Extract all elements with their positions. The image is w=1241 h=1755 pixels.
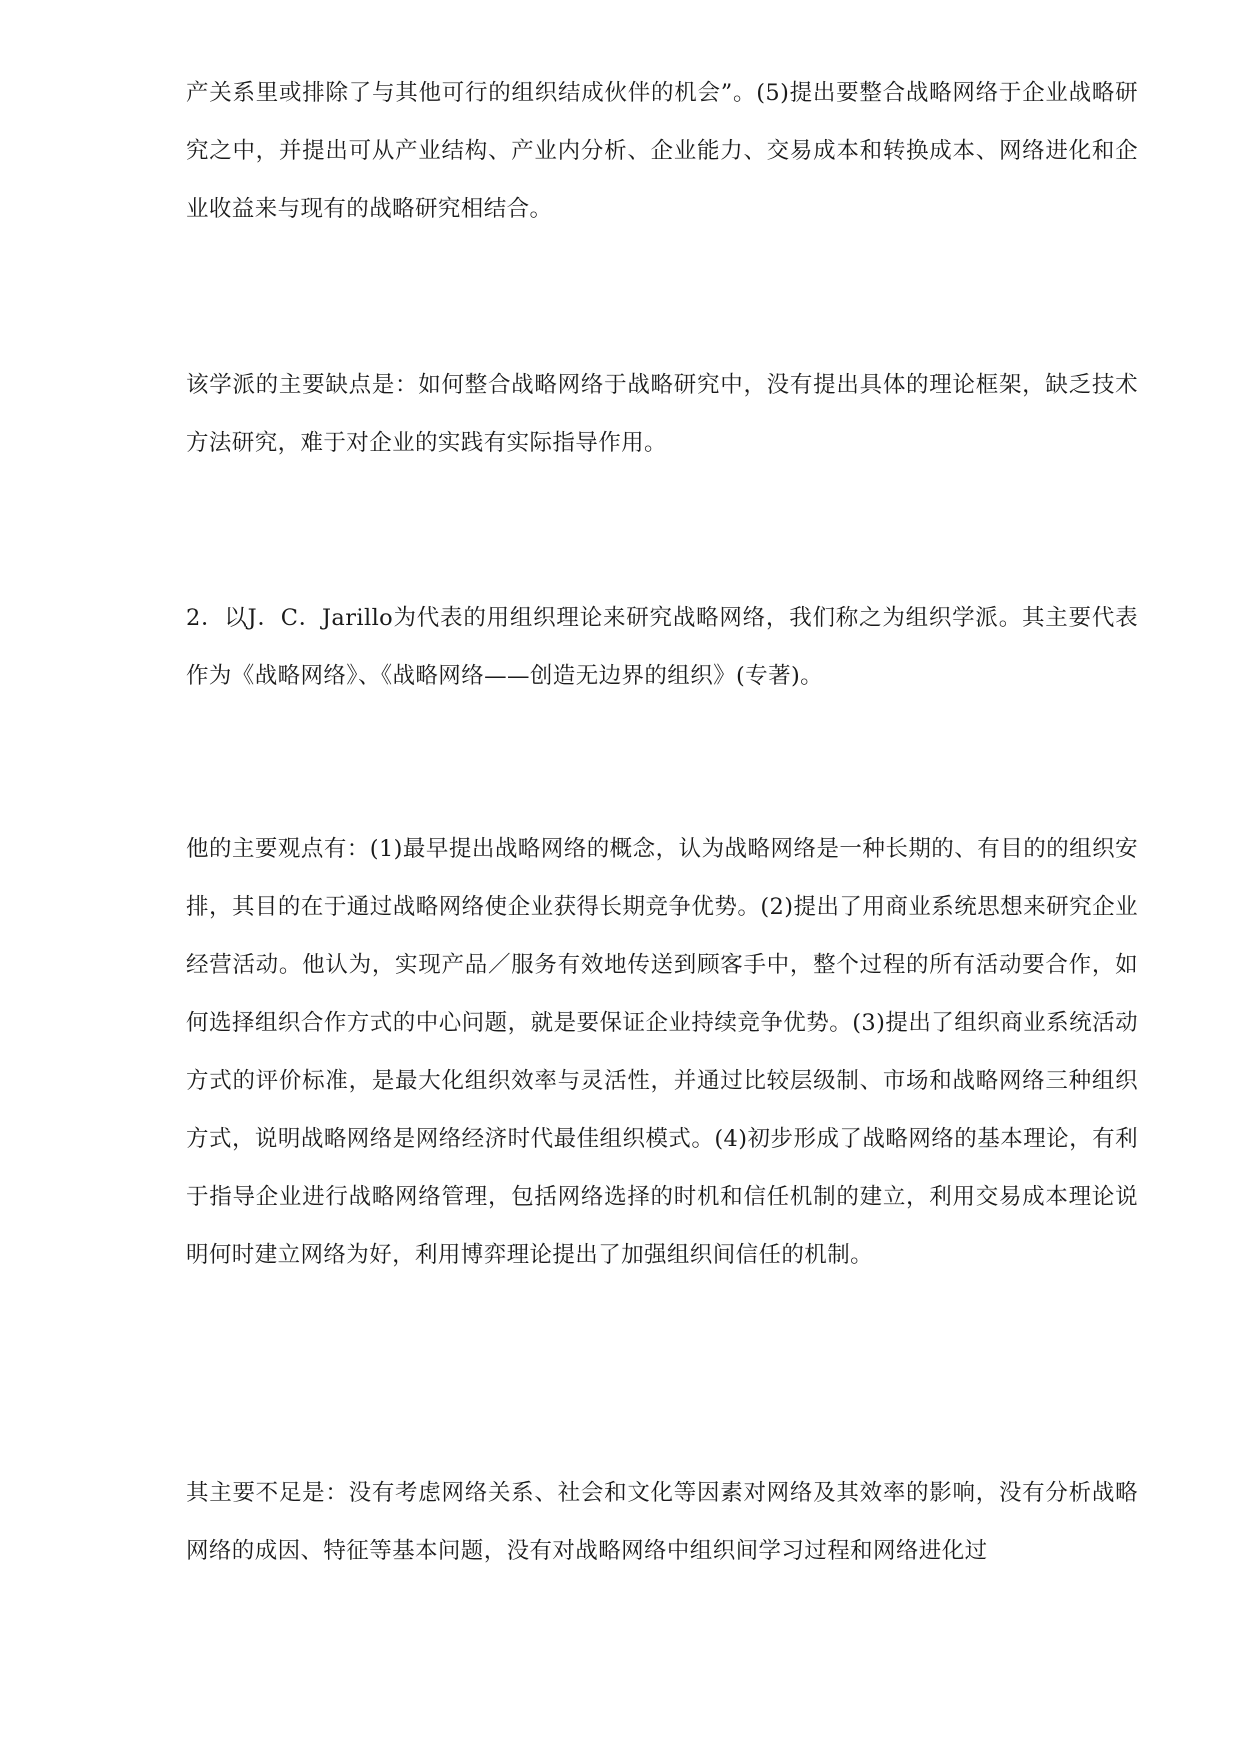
paragraph-main-deficiencies: 其主要不足是：没有考虑网络关系、社会和文化等因素对网络及其效率的影响，没有分析战略网络的成因、特征等基本问题，没有对战略网络中组织间学习过程和网络进化过 xyxy=(186,1480,1138,1564)
paragraph-main-viewpoints: 他的主要观点有：(1)最早提出战略网络的概念，认为战略网络是一种长期的、有目的的组织安排，其目的在于通过战略网络使企业获得长期竞争优势。(2)提出了用商业系统思想来研究企业经营活动。他认为，实现产品／服务有效地传送到顾客手中，整个过程的所有活动要合作，如何选择组织合作方式的中心问题，就是要保证企业持续竞争优势。(3)提出了组织商业系统活动方式的评价标准，是最大化组织效率与灵活性，并通过比较层级制、市场和战略网络三种组织方式，说明战略网络是网络经济时代最佳组织模式。(4)初步形成了战略网络的基本理论，有利于指导企业进行战略网络管理，包括网络选择的时机和信任机制的建立，利用交易成本理论说明何时建立网络为好，利用博弈理论提出了加强组织间信任的机制。 xyxy=(186,836,1138,1268)
paragraph-network-strategy-integration: 产关系里或排除了与其他可行的组织结成伙伴的机会”。(5)提出要整合战略网络于企业战略研究之中，并提出可从产业结构、产业内分析、企业能力、交易成本和转换成本、网络进化和企业收益来与现有的战略研究相结合。 xyxy=(186,80,1138,222)
paragraph-school-shortcomings: 该学派的主要缺点是：如何整合战略网络于战略研究中，没有提出具体的理论框架，缺乏技术方法研究，难于对企业的实践有实际指导作用。 xyxy=(186,372,1138,456)
paragraph-organization-school: 2．以J．C．Jarillo为代表的用组织理论来研究战略网络，我们称之为组织学派。其主要代表作为《战略网络》、《战略网络——创造无边界的组织》(专著)。 xyxy=(186,605,1138,689)
